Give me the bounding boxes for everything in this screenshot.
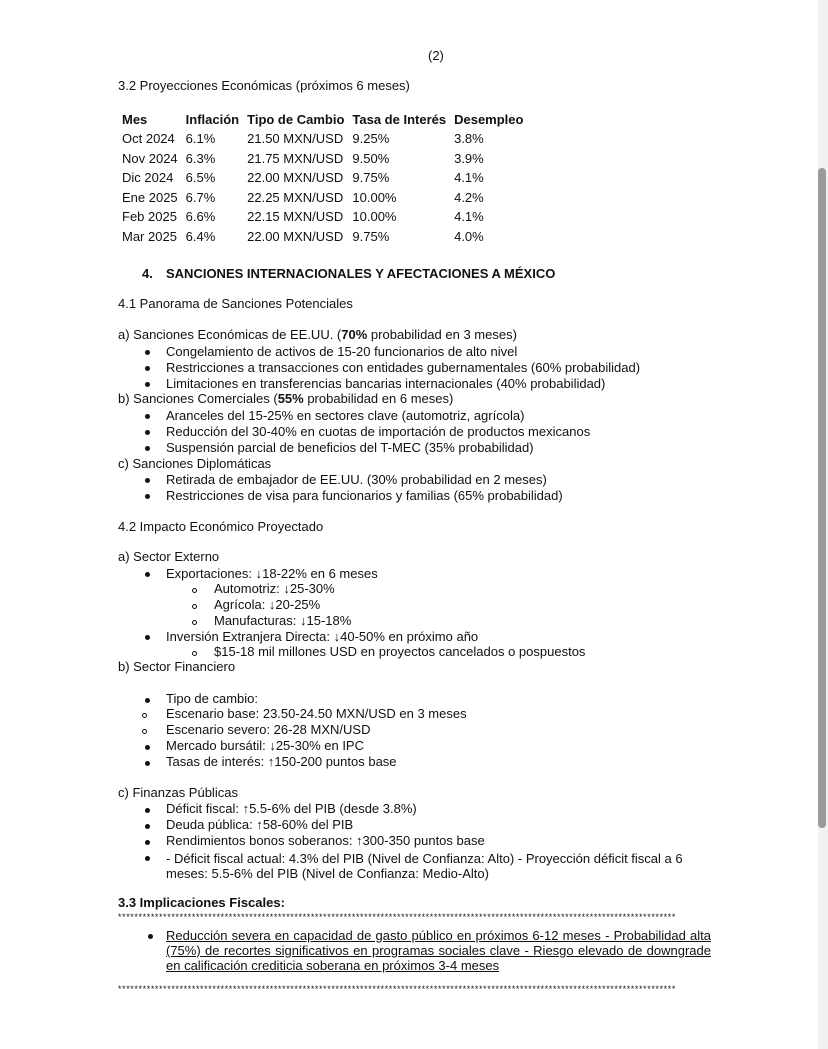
bullet-ring-icon (142, 729, 147, 734)
sanctions-economic-label (118, 327, 517, 342)
list-item: Tipo de cambio: (166, 691, 259, 706)
table-cell: 4.2% (454, 189, 484, 205)
bullet-dot-icon (145, 745, 150, 750)
section-4-1-title: 4.1 Panorama de Sanciones Potenciales (118, 296, 353, 311)
table-row (118, 149, 527, 169)
sanctions-economic-label-pre: a) Sanciones Económicas de EE.UU. ( (118, 327, 342, 342)
table-cell: 6.5% (185, 170, 216, 186)
bullet-dot-icon (145, 446, 150, 451)
asterisk-divider-bottom: **************************************************************************************************************************************** (118, 984, 676, 994)
col-header-desempleo: Desempleo (454, 112, 524, 127)
sanctions-commercial-label (118, 391, 453, 406)
bullet-dot-icon (145, 698, 150, 703)
list-item: Mercado bursátil: ↓25-30% en IPC (166, 738, 364, 753)
table-cell: 21.75 MXN/USD (247, 150, 344, 166)
bullet-dot-icon (145, 840, 150, 845)
col-header-mes: Mes (122, 112, 148, 127)
sanctions-commercial-probability: 55% (277, 391, 304, 406)
list-item: Retirada de embajador de EE.UU. (30% probabilidad en 2 meses) (166, 472, 547, 487)
col-header-inflacion: Inflación (185, 112, 240, 127)
list-item: Agrícola: ↓20-25% (214, 597, 321, 612)
bullet-ring-icon (192, 588, 197, 593)
list-item: Manufacturas: ↓15-18% (214, 613, 352, 628)
list-item-exports: Exportaciones: ↓18-22% en 6 meses (166, 566, 378, 581)
list-item: Escenario severo: 26-28 MXN/USD (166, 722, 371, 737)
table-cell: 9.75% (352, 228, 390, 244)
bullet-dot-icon (145, 478, 150, 483)
col-header-tasa-interes: Tasa de Interés (352, 112, 447, 127)
sanctions-economic-probability: 70% (341, 327, 368, 342)
section-4-2-title: 4.2 Impacto Económico Proyectado (118, 519, 324, 534)
list-item: Reducción del 30-40% en cuotas de importación de productos mexicanos (166, 424, 591, 439)
bullet-dot-icon (145, 430, 150, 435)
table-cell: 3.8% (454, 131, 484, 147)
asterisk-divider-top: **************************************************************************************************************************************** (118, 912, 676, 922)
financial-sector-label: b) Sector Financiero (118, 659, 236, 674)
table-cell: 22.00 MXN/USD (247, 170, 344, 186)
list-item: Tasas de interés: ↑150-200 puntos base (166, 754, 397, 769)
table-cell: Dic 2024 (122, 170, 174, 186)
table-cell: 22.25 MXN/USD (247, 189, 344, 205)
table-cell: 6.3% (185, 150, 216, 166)
table-cell: 22.00 MXN/USD (247, 228, 344, 244)
table-cell: 22.15 MXN/USD (247, 209, 344, 225)
section-4-number: 4. (142, 266, 153, 281)
list-item: Restricciones a transacciones con entidades gubernamentales (60% probabilidad) (166, 360, 641, 375)
table-cell: Mar 2025 (122, 228, 177, 244)
bullet-dot-icon (145, 572, 150, 577)
list-item: Suspensión parcial de beneficios del T-MEC (35% probabilidad) (166, 440, 534, 455)
table-cell: 6.4% (185, 228, 216, 244)
bullet-ring-icon (142, 713, 147, 718)
list-item: Restricciones de visa para funcionarios y familias (65% probabilidad) (166, 488, 563, 503)
table-header-row (118, 110, 527, 129)
table-row (118, 188, 527, 208)
bullet-dot-icon (145, 824, 150, 829)
table-cell: 3.9% (454, 150, 484, 166)
table-cell: 6.6% (185, 209, 216, 225)
bullet-dot-icon (145, 856, 150, 861)
table-row (118, 168, 527, 188)
table-cell: Oct 2024 (122, 131, 175, 147)
table-cell: 10.00% (352, 209, 397, 225)
table-row (118, 227, 527, 247)
sanctions-economic-label-post: probabilidad en 3 meses) (367, 327, 517, 342)
table-cell: 9.25% (352, 131, 390, 147)
bullet-ring-icon (192, 604, 197, 609)
table-row (118, 207, 527, 227)
section-4-title: SANCIONES INTERNACIONALES Y AFECTACIONES A MÉXICO (166, 266, 556, 281)
bullet-dot-icon (145, 635, 150, 640)
table-cell: 9.50% (352, 150, 390, 166)
bullet-ring-icon (192, 651, 197, 656)
bullet-dot-icon (148, 934, 153, 939)
table-cell: 4.1% (454, 170, 484, 186)
list-item: Congelamiento de activos de 15-20 funcionarios de alto nivel (166, 344, 518, 359)
table-cell: Ene 2025 (122, 189, 178, 205)
bullet-dot-icon (145, 414, 150, 419)
table-cell: 6.7% (185, 189, 216, 205)
fiscal-implications-item: Reducción severa en capacidad de gasto público en próximos 6-12 meses - Probabilidad alta (75%) de recortes significativos en programas sociales clave - Riesgo elevado de downgrade en calificación crediticia soberana en próximos 3-4 meses (166, 928, 711, 973)
list-item: $15-18 mil millones USD en proyectos cancelados o pospuestos (214, 644, 586, 659)
section-4-heading (142, 266, 555, 281)
table-cell: 4.1% (454, 209, 484, 225)
bullet-dot-icon (145, 808, 150, 813)
section-3-3-title: 3.3 Implicaciones Fiscales: (118, 895, 285, 910)
bullet-dot-icon (145, 350, 150, 355)
bullet-dot-icon (145, 761, 150, 766)
table-cell: 9.75% (352, 170, 390, 186)
list-item: Limitaciones en transferencias bancarias internacionales (40% probabilidad) (166, 376, 606, 391)
table-cell: 10.00% (352, 189, 397, 205)
table-cell: 21.50 MXN/USD (247, 131, 344, 147)
table-row (118, 129, 527, 149)
list-item: Déficit fiscal: ↑5.5-6% del PIB (desde 3.8%) (166, 801, 417, 816)
bullet-dot-icon (145, 366, 150, 371)
scrollbar-thumb[interactable] (818, 168, 826, 828)
external-sector-label: a) Sector Externo (118, 549, 220, 564)
bullet-dot-icon (145, 382, 150, 387)
list-item: Rendimientos bonos soberanos: ↑300-350 puntos base (166, 833, 485, 848)
table-cell: 6.1% (185, 131, 216, 147)
bullet-dot-icon (145, 494, 150, 499)
list-item-fdi: Inversión Extranjera Directa: ↓40-50% en próximo año (166, 629, 479, 644)
public-finance-label: c) Finanzas Públicas (118, 785, 238, 800)
list-item: Deuda pública: ↑58-60% del PIB (166, 817, 354, 832)
col-header-tipo-cambio: Tipo de Cambio (247, 112, 345, 127)
list-item: Automotriz: ↓25-30% (214, 581, 335, 596)
table-cell: 4.0% (454, 228, 484, 244)
projections-table (118, 110, 527, 246)
table-cell: Nov 2024 (122, 150, 178, 166)
list-item: Escenario base: 23.50-24.50 MXN/USD en 3 meses (166, 706, 467, 721)
sanctions-diplomatic-label: c) Sanciones Diplomáticas (118, 456, 272, 471)
table-cell: Feb 2025 (122, 209, 177, 225)
list-item-deficit-note: - Déficit fiscal actual: 4.3% del PIB (Nivel de Confianza: Alto) - Proyección déficit fiscal a 6 meses: 5.5-6% del PIB (Nivel de Confianza: Medio-Alto) (166, 851, 683, 881)
page-number: (2) (428, 48, 444, 63)
sanctions-commercial-label-post: probabilidad en 6 meses) (303, 391, 454, 406)
section-3-2-title: 3.2 Proyecciones Económicas (próximos 6 meses) (118, 78, 410, 93)
list-item: Aranceles del 15-25% en sectores clave (automotriz, agrícola) (166, 408, 525, 423)
sanctions-commercial-label-pre: b) Sanciones Comerciales ( (118, 391, 278, 406)
bullet-ring-icon (192, 620, 197, 625)
